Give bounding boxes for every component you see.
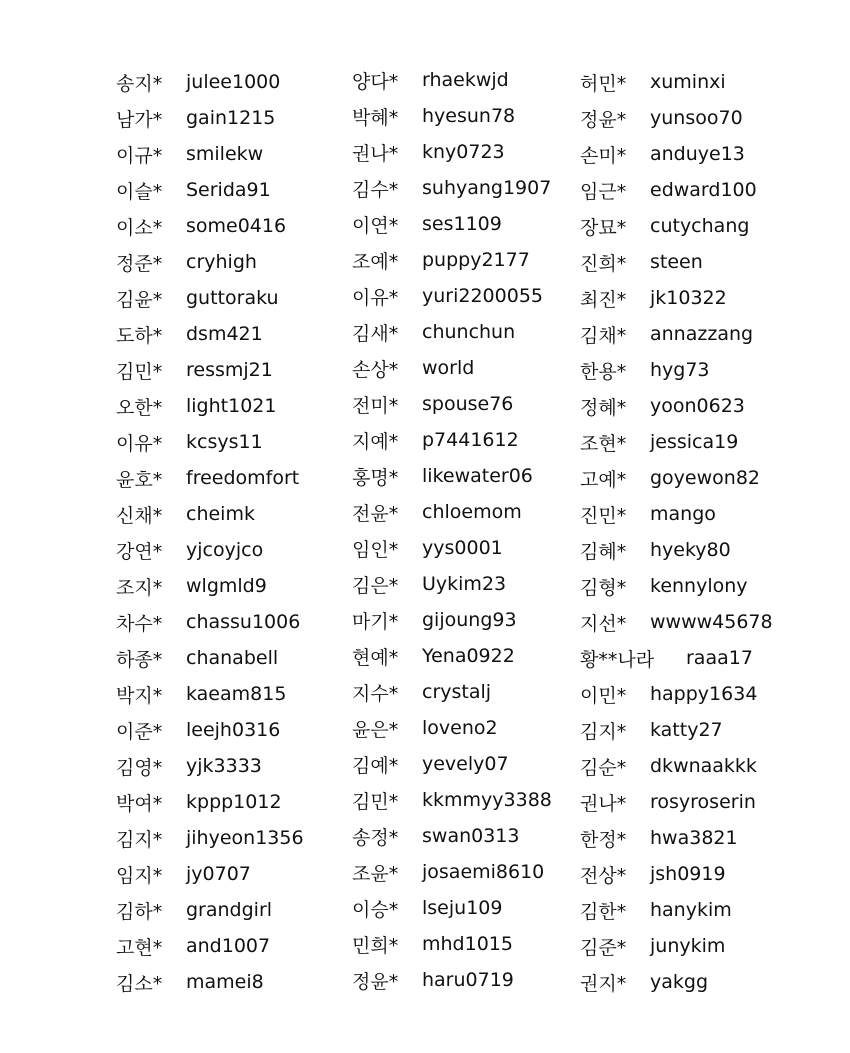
member-name: 정윤* bbox=[352, 970, 399, 993]
list-item bbox=[352, 890, 552, 926]
member-id: yjcoyjco bbox=[186, 539, 264, 561]
member-id: anduye13 bbox=[650, 143, 745, 165]
member-id: chassu1006 bbox=[186, 611, 301, 633]
member-id: spouse76 bbox=[422, 393, 514, 415]
list-item bbox=[352, 566, 552, 602]
member-id: wwww45678 bbox=[650, 611, 773, 633]
member-id: kennylony bbox=[650, 575, 748, 597]
member-id: wlgmld9 bbox=[186, 575, 267, 597]
member-id: jessica19 bbox=[650, 431, 739, 453]
list-item bbox=[580, 172, 773, 208]
member-name: 신채* bbox=[116, 504, 163, 527]
list-item bbox=[116, 604, 304, 640]
list-item bbox=[580, 424, 773, 460]
member-id: guttoraku bbox=[186, 287, 279, 309]
list-item bbox=[116, 280, 304, 316]
member-id: kaeam815 bbox=[186, 683, 287, 705]
member-name: 김은* bbox=[352, 574, 399, 597]
list-item bbox=[580, 136, 773, 172]
member-id: crystalj bbox=[422, 681, 492, 703]
member-name: 남가* bbox=[116, 108, 163, 131]
member-id: raaa17 bbox=[686, 647, 753, 669]
list-item bbox=[352, 782, 552, 818]
member-name: 마기* bbox=[352, 610, 399, 633]
member-name: 임인* bbox=[352, 538, 399, 561]
member-id: p7441612 bbox=[422, 429, 519, 451]
member-id: cutychang bbox=[650, 215, 750, 237]
list-item bbox=[352, 818, 552, 854]
list-item bbox=[580, 496, 773, 532]
list-item bbox=[116, 784, 304, 820]
member-name: 최진* bbox=[580, 288, 627, 311]
member-id: happy1634 bbox=[650, 683, 758, 705]
member-name: 김윤* bbox=[116, 288, 163, 311]
list-item bbox=[352, 746, 552, 782]
list-item bbox=[352, 350, 552, 386]
list-item bbox=[116, 172, 304, 208]
member-id: katty27 bbox=[650, 719, 723, 741]
member-id: jk10322 bbox=[650, 287, 727, 309]
list-item bbox=[580, 964, 773, 1000]
list-item bbox=[580, 604, 773, 640]
member-id: chloemom bbox=[422, 501, 522, 523]
member-id: haru0719 bbox=[422, 969, 514, 991]
member-name: 김민* bbox=[352, 790, 399, 813]
list-item bbox=[352, 242, 552, 278]
member-id: and1007 bbox=[186, 935, 271, 957]
list-item bbox=[116, 460, 304, 496]
list-item bbox=[580, 712, 773, 748]
member-id: puppy2177 bbox=[422, 249, 530, 271]
member-id: Uykim23 bbox=[422, 573, 507, 595]
member-name: 권나* bbox=[580, 792, 627, 815]
member-id: swan0313 bbox=[422, 825, 520, 847]
list-item bbox=[352, 134, 552, 170]
member-name: 이연* bbox=[352, 214, 399, 237]
member-id: rhaekwjd bbox=[422, 69, 509, 91]
member-id: hyesun78 bbox=[422, 105, 516, 127]
member-id: Serida91 bbox=[186, 179, 271, 201]
member-id: Yena0922 bbox=[422, 645, 515, 667]
member-id: smilekw bbox=[186, 143, 264, 165]
member-id: jsh0919 bbox=[650, 863, 726, 885]
member-id: freedomfort bbox=[186, 467, 300, 489]
member-id: kny0723 bbox=[422, 141, 505, 163]
member-id: hyeky80 bbox=[650, 539, 731, 561]
member-name: 김하* bbox=[116, 900, 163, 923]
member-id: leejh0316 bbox=[186, 719, 281, 741]
member-name: 권나* bbox=[352, 142, 399, 165]
list-item bbox=[352, 710, 552, 746]
column-3 bbox=[580, 64, 773, 1000]
member-name: 한정* bbox=[580, 828, 627, 851]
member-id: gijoung93 bbox=[422, 609, 517, 631]
member-name: 이규* bbox=[116, 144, 163, 167]
member-name: 현예* bbox=[352, 646, 399, 669]
member-name: 조현* bbox=[580, 432, 627, 455]
member-id: cryhigh bbox=[186, 251, 257, 273]
list-item bbox=[580, 352, 773, 388]
list-item bbox=[116, 892, 304, 928]
member-name: 김수* bbox=[352, 178, 399, 201]
list-item bbox=[352, 674, 552, 710]
list-item bbox=[116, 568, 304, 604]
list-item bbox=[116, 352, 304, 388]
list-item bbox=[580, 316, 773, 352]
member-name: 이유* bbox=[116, 432, 163, 455]
list-item bbox=[352, 494, 552, 530]
member-name: 전윤* bbox=[352, 502, 399, 525]
member-name: 정혜* bbox=[580, 396, 627, 419]
list-item bbox=[580, 676, 773, 712]
list-item bbox=[352, 386, 552, 422]
member-id: mamei8 bbox=[186, 971, 264, 993]
member-id: mango bbox=[650, 503, 716, 525]
list-item bbox=[352, 530, 552, 566]
list-item bbox=[580, 64, 773, 100]
member-id: light1021 bbox=[186, 395, 277, 417]
member-id: yys0001 bbox=[422, 537, 503, 559]
member-name: 전미* bbox=[352, 394, 399, 417]
list-item bbox=[580, 748, 773, 784]
list-item bbox=[352, 98, 552, 134]
list-item bbox=[580, 532, 773, 568]
member-id: dsm421 bbox=[186, 323, 263, 345]
member-name: 차수* bbox=[116, 612, 163, 635]
member-id: annazzang bbox=[650, 323, 754, 345]
member-name: 김영* bbox=[116, 756, 163, 779]
list-item bbox=[352, 62, 552, 98]
member-id: grandgirl bbox=[186, 899, 273, 921]
member-id: loveno2 bbox=[422, 717, 498, 739]
list-item bbox=[352, 926, 552, 962]
list-item bbox=[580, 820, 773, 856]
list-item bbox=[580, 244, 773, 280]
member-name: 이유* bbox=[352, 286, 399, 309]
member-name: 홍명* bbox=[352, 466, 399, 489]
member-id: world bbox=[422, 357, 475, 379]
member-id: rosyroserin bbox=[650, 791, 756, 813]
list-item bbox=[352, 314, 552, 350]
member-name: 김소* bbox=[116, 972, 163, 995]
list-item bbox=[580, 784, 773, 820]
list-item bbox=[352, 278, 552, 314]
member-id: xuminxi bbox=[650, 71, 726, 93]
member-id: julee1000 bbox=[186, 71, 281, 93]
member-name: 지선* bbox=[580, 612, 627, 635]
member-name: 조예* bbox=[352, 250, 399, 273]
member-id: yoon0623 bbox=[650, 395, 745, 417]
list-item bbox=[580, 892, 773, 928]
member-name: 손상* bbox=[352, 358, 399, 381]
list-item bbox=[580, 640, 773, 676]
member-name: 조지* bbox=[116, 576, 163, 599]
list-item bbox=[116, 316, 304, 352]
member-name: 송정* bbox=[352, 826, 399, 849]
member-id: steen bbox=[650, 251, 703, 273]
member-name: 양다* bbox=[352, 70, 399, 93]
member-name: 진민* bbox=[580, 504, 627, 527]
member-id: likewater06 bbox=[422, 465, 533, 487]
member-name: 박혜* bbox=[352, 106, 399, 129]
list-item bbox=[116, 208, 304, 244]
member-name: 김혜* bbox=[580, 540, 627, 563]
member-id: cheimk bbox=[186, 503, 255, 525]
list-item bbox=[116, 712, 304, 748]
member-id: some0416 bbox=[186, 215, 287, 237]
member-id: hyg73 bbox=[650, 359, 710, 381]
member-name: 조윤* bbox=[352, 862, 399, 885]
member-id: jy0707 bbox=[186, 863, 251, 885]
member-name: 강연* bbox=[116, 540, 163, 563]
list-item bbox=[116, 856, 304, 892]
member-name: 임근* bbox=[580, 180, 627, 203]
list-item bbox=[116, 964, 304, 1000]
list-item bbox=[116, 100, 304, 136]
list-item bbox=[580, 100, 773, 136]
list-item bbox=[580, 568, 773, 604]
member-name: 정준* bbox=[116, 252, 163, 275]
member-name: 윤호* bbox=[116, 468, 163, 491]
member-name: 김준* bbox=[580, 936, 627, 959]
member-name: 김지* bbox=[580, 720, 627, 743]
list-item bbox=[116, 748, 304, 784]
member-id: yevely07 bbox=[422, 753, 509, 775]
member-id: yunsoo70 bbox=[650, 107, 743, 129]
member-name: 박지* bbox=[116, 684, 163, 707]
member-name: 김한* bbox=[580, 900, 627, 923]
member-id: chunchun bbox=[422, 321, 516, 343]
member-name: 고예* bbox=[580, 468, 627, 491]
list-item bbox=[116, 388, 304, 424]
member-id: kkmmyy3388 bbox=[422, 789, 552, 811]
list-item bbox=[352, 854, 552, 890]
member-id: josaemi8610 bbox=[422, 861, 545, 883]
list-item bbox=[116, 64, 304, 100]
member-id: lseju109 bbox=[422, 897, 503, 919]
member-name: 오한* bbox=[116, 396, 163, 419]
member-name: 김예* bbox=[352, 754, 399, 777]
list-item bbox=[116, 820, 304, 856]
member-id: jihyeon1356 bbox=[186, 827, 304, 849]
member-name: 이준* bbox=[116, 720, 163, 743]
member-id: kppp1012 bbox=[186, 791, 282, 813]
list-item bbox=[352, 638, 552, 674]
member-name: 황**나라 bbox=[580, 648, 655, 671]
list-item bbox=[116, 136, 304, 172]
member-name: 정윤* bbox=[580, 108, 627, 131]
list-item bbox=[116, 640, 304, 676]
member-id: yjk3333 bbox=[186, 755, 262, 777]
column-2 bbox=[352, 62, 552, 998]
list-item bbox=[580, 856, 773, 892]
member-name: 지수* bbox=[352, 682, 399, 705]
member-name: 송지* bbox=[116, 72, 163, 95]
list-item bbox=[352, 962, 552, 998]
member-id: kcsys11 bbox=[186, 431, 263, 453]
member-id: dkwnaakkk bbox=[650, 755, 757, 777]
member-id: yakgg bbox=[650, 971, 709, 993]
member-name: 윤은* bbox=[352, 718, 399, 741]
member-id: suhyang1907 bbox=[422, 177, 552, 199]
list-item bbox=[116, 676, 304, 712]
list-item bbox=[352, 602, 552, 638]
member-name: 한용* bbox=[580, 360, 627, 383]
member-name: 박여* bbox=[116, 792, 163, 815]
member-name: 고현* bbox=[116, 936, 163, 959]
member-name: 이민* bbox=[580, 684, 627, 707]
member-name: 손미* bbox=[580, 144, 627, 167]
member-name: 이소* bbox=[116, 216, 163, 239]
member-id: yuri2200055 bbox=[422, 285, 543, 307]
column-1 bbox=[116, 64, 304, 1000]
member-name: 이슬* bbox=[116, 180, 163, 203]
member-name: 김형* bbox=[580, 576, 627, 599]
list-item bbox=[352, 422, 552, 458]
member-name: 도하* bbox=[116, 324, 163, 347]
member-id: ses1109 bbox=[422, 213, 502, 235]
list-item bbox=[116, 244, 304, 280]
list-item bbox=[352, 206, 552, 242]
member-id: hwa3821 bbox=[650, 827, 738, 849]
member-id: ressmj21 bbox=[186, 359, 273, 381]
list-item bbox=[580, 460, 773, 496]
list-item bbox=[580, 928, 773, 964]
member-name: 김채* bbox=[580, 324, 627, 347]
member-name: 지예* bbox=[352, 430, 399, 453]
member-name: 민희* bbox=[352, 934, 399, 957]
list-item bbox=[352, 170, 552, 206]
member-id: gain1215 bbox=[186, 107, 276, 129]
list-item bbox=[352, 458, 552, 494]
member-id: mhd1015 bbox=[422, 933, 513, 955]
member-name: 김지* bbox=[116, 828, 163, 851]
member-name: 권지* bbox=[580, 972, 627, 995]
list-item bbox=[580, 280, 773, 316]
member-id: goyewon82 bbox=[650, 467, 761, 489]
member-id: junykim bbox=[650, 935, 726, 957]
member-name: 임지* bbox=[116, 864, 163, 887]
member-name: 전상* bbox=[580, 864, 627, 887]
member-name: 허민* bbox=[580, 72, 627, 95]
member-name: 김새* bbox=[352, 322, 399, 345]
member-id: edward100 bbox=[650, 179, 757, 201]
member-name: 장묘* bbox=[580, 216, 627, 239]
list-item bbox=[116, 928, 304, 964]
member-name: 이승* bbox=[352, 898, 399, 921]
member-id: chanabell bbox=[186, 647, 279, 669]
list-item bbox=[116, 532, 304, 568]
list-item bbox=[116, 424, 304, 460]
member-name: 하종* bbox=[116, 648, 163, 671]
list-item bbox=[580, 388, 773, 424]
member-name: 김민* bbox=[116, 360, 163, 383]
list-item bbox=[580, 208, 773, 244]
member-id: hanykim bbox=[650, 899, 732, 921]
member-name: 김순* bbox=[580, 756, 627, 779]
member-name: 진희* bbox=[580, 252, 627, 275]
list-item bbox=[116, 496, 304, 532]
